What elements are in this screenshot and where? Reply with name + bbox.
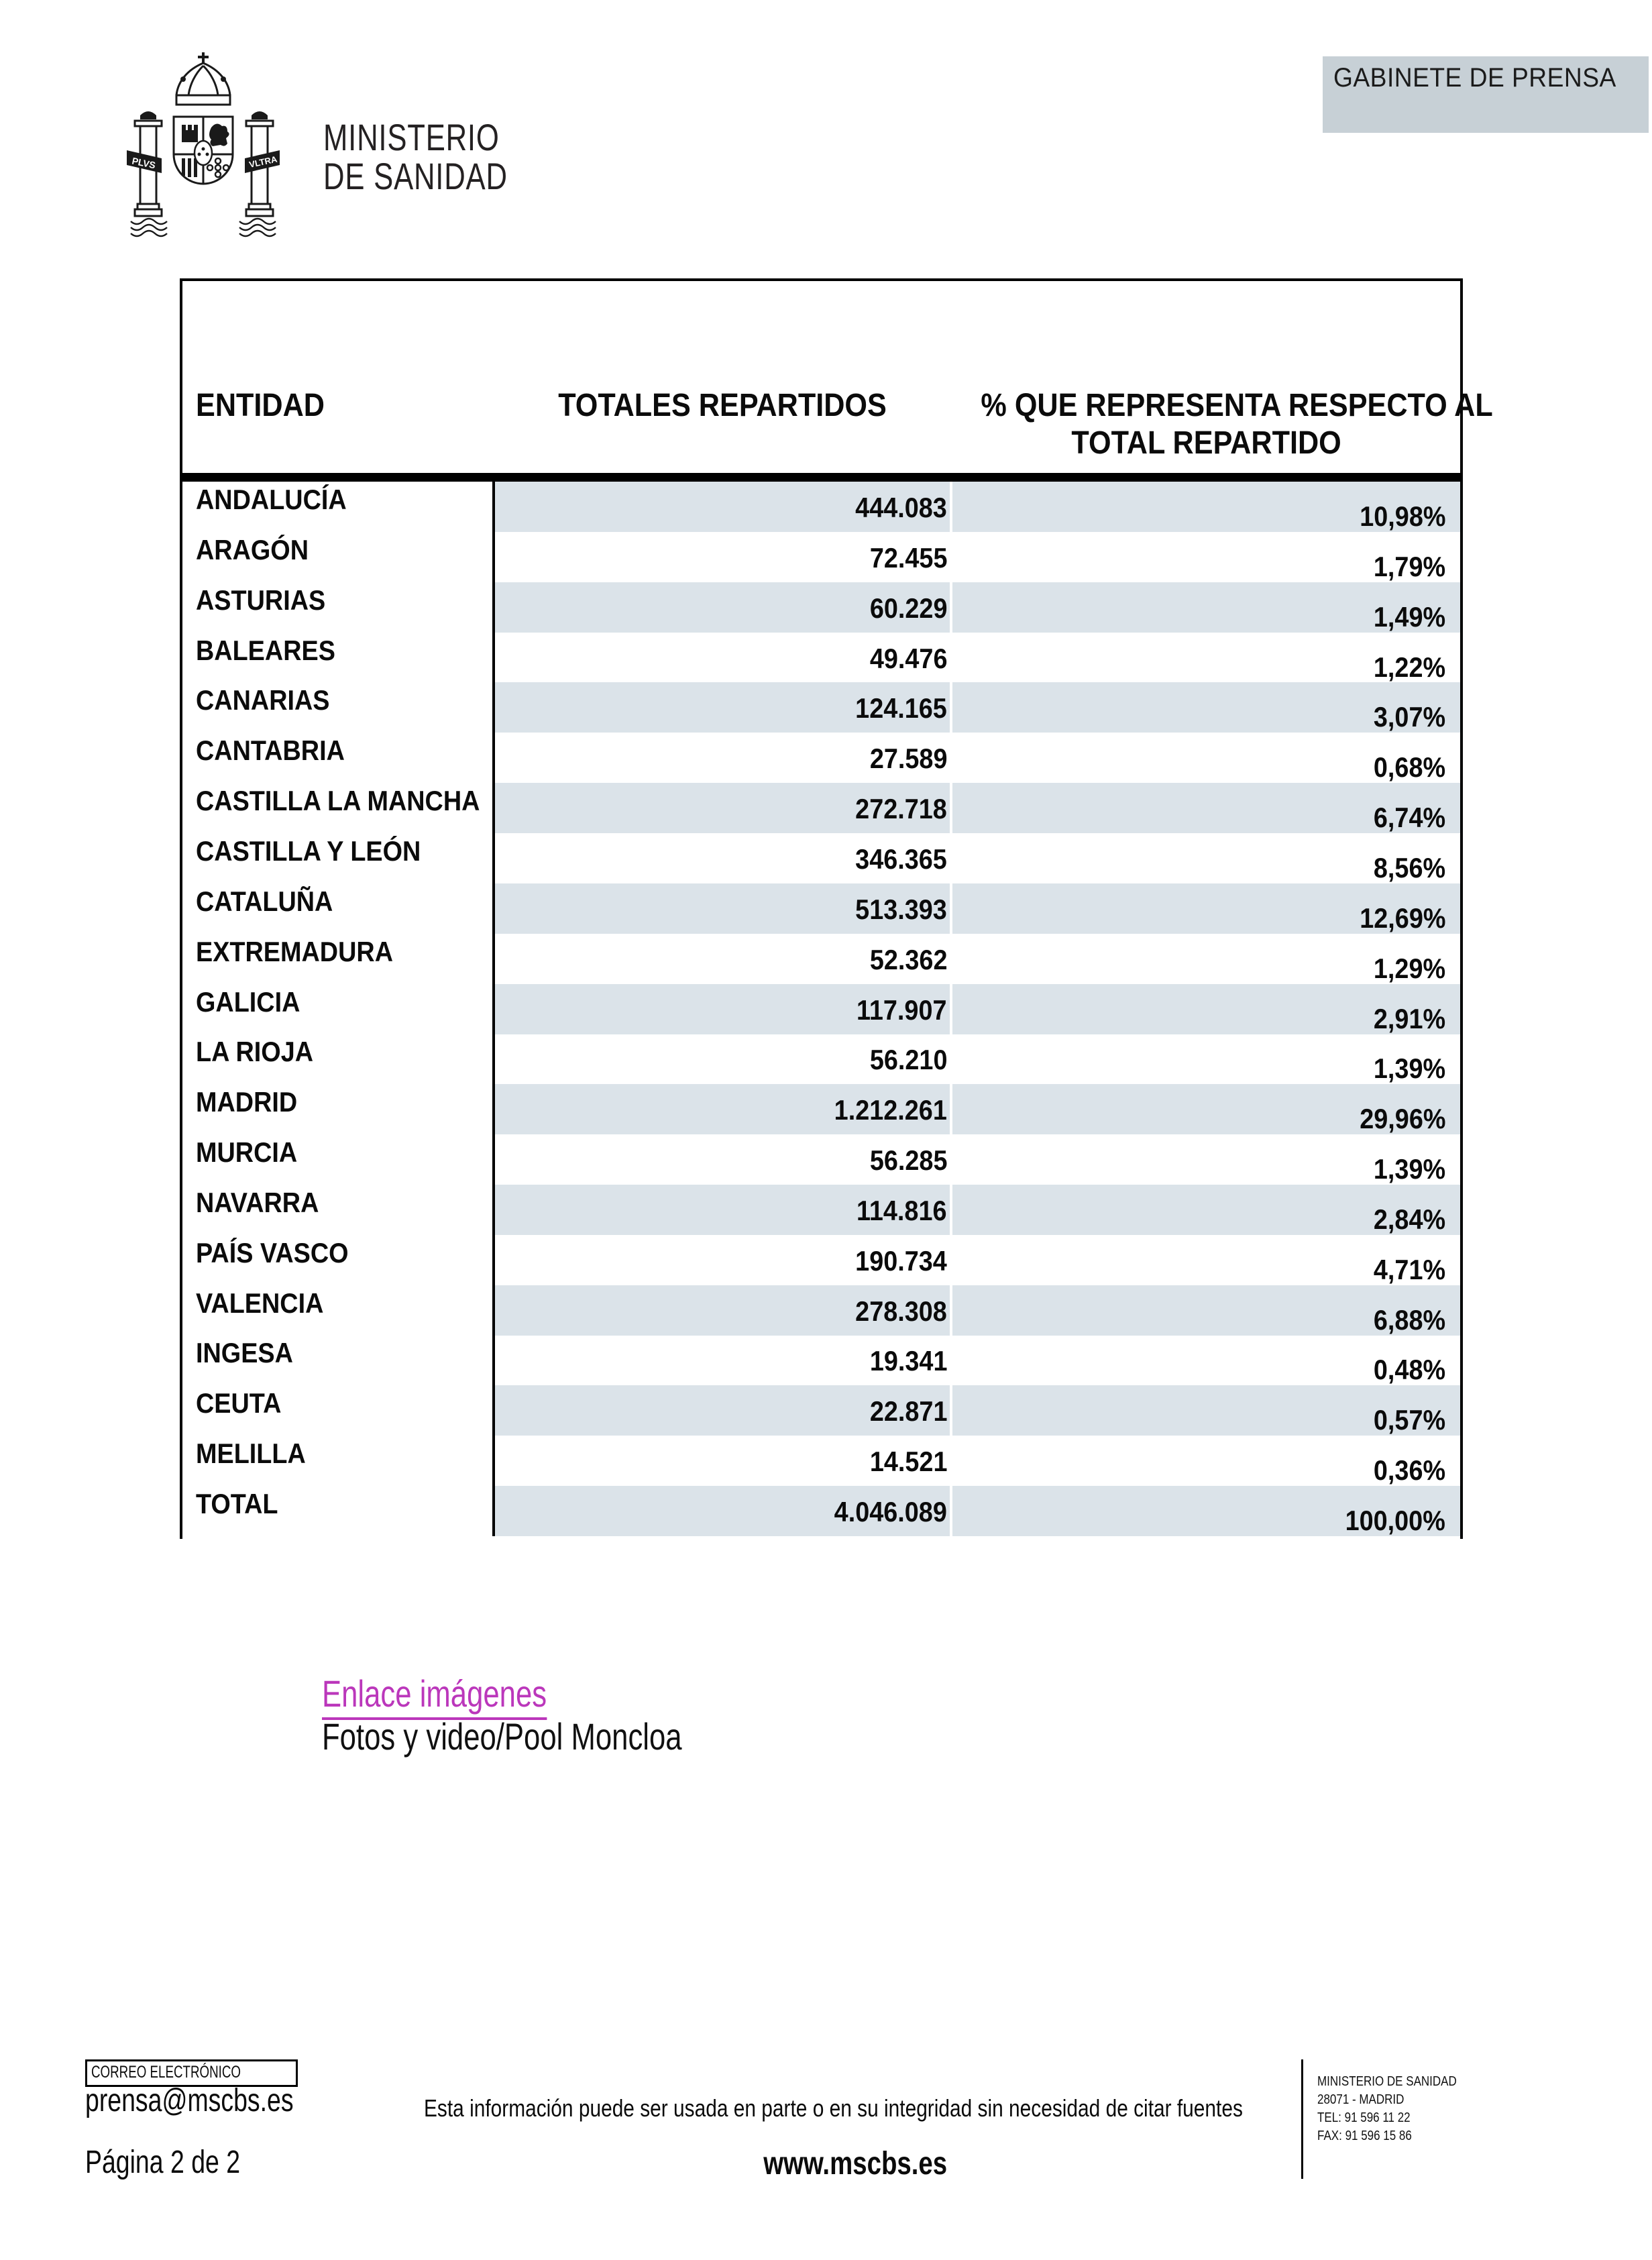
percentage-cell: 100,00% <box>952 1486 1460 1536</box>
total-cell: 27.589 <box>869 743 947 775</box>
ministry-address-block <box>1317 2073 1481 2145</box>
entity-cell: MURCIA <box>196 1136 298 1169</box>
column-header-entity: ENTIDAD <box>196 388 325 423</box>
entity-cell: MADRID <box>196 1086 298 1118</box>
total-cell: 14.521 <box>869 1446 947 1478</box>
percentage-cell: 29,96% <box>952 1084 1460 1134</box>
entity-cell: PAÍS VASCO <box>196 1236 349 1269</box>
table-row <box>182 1285 1460 1336</box>
email-box-label: CORREO ELECTRÓNICO <box>85 2059 298 2087</box>
images-caption: Fotos y video/Pool Moncloa <box>322 1715 682 1758</box>
total-cell: 513.393 <box>495 883 950 934</box>
percentage-cell: 1,29% <box>1373 952 1445 984</box>
total-cell: 190.734 <box>855 1244 947 1277</box>
table-row <box>182 682 1460 733</box>
total-cell: 346.365 <box>855 843 947 875</box>
ministry-wordmark <box>323 118 559 196</box>
total-cell: 72.455 <box>869 541 947 574</box>
percentage-cell: 1,22% <box>1373 651 1445 683</box>
percentage-cell: 0,57% <box>952 1385 1460 1436</box>
page-indicator: Página 2 de 2 <box>85 2145 241 2180</box>
table-row <box>182 1335 1460 1385</box>
table-row <box>182 984 1460 1034</box>
entity-cell: NAVARRA <box>196 1186 319 1218</box>
motto-right-label: VLTRA <box>247 154 278 170</box>
table-row <box>182 1436 1460 1486</box>
press-email: prensa@mscbs.es <box>85 2083 294 2118</box>
press-office-label: GABINETE DE PRENSA <box>1333 63 1616 93</box>
percentage-cell: 2,91% <box>952 984 1460 1034</box>
header-separator-bar <box>182 473 1460 482</box>
percentage-cell: 0,68% <box>1373 751 1445 784</box>
total-cell: 60.229 <box>495 582 950 633</box>
percentage-cell: 12,69% <box>952 883 1460 934</box>
entity-cell: CEUTA <box>196 1387 282 1419</box>
table-row <box>182 1034 1460 1084</box>
website-url: www.mscbs.es <box>763 2146 947 2182</box>
percentage-cell: 1,79% <box>1373 550 1445 582</box>
entity-cell: ASTURIAS <box>196 584 326 616</box>
usage-note: Esta información puede ser usada en parte o en su integridad sin necesidad de citar fuentes <box>424 2094 1243 2122</box>
images-link-wrap <box>322 1672 610 1720</box>
entity-cell: MELILLA <box>196 1438 306 1470</box>
table-row <box>182 934 1460 984</box>
total-cell: 49.476 <box>869 642 947 674</box>
ministry-name-line2: DE SANIDAD <box>323 155 508 197</box>
table-row <box>182 633 1460 683</box>
table-row <box>182 482 1460 532</box>
total-cell: 278.308 <box>495 1285 950 1336</box>
table-row <box>182 883 1460 934</box>
table-row <box>182 1084 1460 1134</box>
total-cell: 124.165 <box>495 682 950 733</box>
table-row <box>182 783 1460 833</box>
percentage-cell: 0,36% <box>1373 1454 1445 1487</box>
address-line: 28071 - MADRID <box>1317 2092 1405 2107</box>
table-row <box>182 1385 1460 1436</box>
total-cell: 117.907 <box>495 984 950 1034</box>
column-header-percentage: % QUE REPRESENTA RESPECTO AL TOTAL REPARTIDO <box>981 388 1493 461</box>
total-cell: 56.210 <box>869 1044 947 1076</box>
entity-cell: CANARIAS <box>196 684 330 716</box>
distribution-table <box>180 278 1493 1539</box>
column-header-totals: TOTALES REPARTIDOS <box>558 388 887 423</box>
percentage-cell: 1,49% <box>952 582 1460 633</box>
total-cell: 22.871 <box>495 1385 950 1436</box>
total-cell: 444.083 <box>495 482 950 532</box>
total-cell: 56.285 <box>869 1144 947 1177</box>
percentage-cell: 6,74% <box>952 783 1460 833</box>
total-cell: 19.341 <box>869 1345 947 1377</box>
entity-cell: TOTAL <box>196 1488 278 1519</box>
table-row <box>182 733 1460 783</box>
percentage-cell: 8,56% <box>1373 851 1445 883</box>
entity-cell: LA RIOJA <box>196 1036 314 1068</box>
table-total-row <box>182 1486 1460 1536</box>
address-line: FAX: 91 596 15 86 <box>1317 2129 1412 2143</box>
percentage-cell: 2,84% <box>952 1185 1460 1235</box>
spain-coat-of-arms-icon <box>117 52 290 248</box>
press-office-banner <box>1323 56 1649 133</box>
percentage-cell: 3,07% <box>952 682 1460 733</box>
total-cell: 114.816 <box>495 1185 950 1235</box>
percentage-cell: 1,39% <box>1373 1053 1445 1085</box>
total-cell: 272.718 <box>495 783 950 833</box>
motto-left-label: PLVS <box>131 155 157 171</box>
entity-cell: CASTILLA Y LEÓN <box>196 835 421 867</box>
entity-cell: BALEARES <box>196 634 335 666</box>
entity-cell: CATALUÑA <box>196 885 333 917</box>
percentage-cell: 4,71% <box>1373 1253 1445 1285</box>
percentage-cell: 6,88% <box>952 1285 1460 1336</box>
entity-cell: INGESA <box>196 1337 293 1369</box>
address-line: MINISTERIO DE SANIDAD <box>1317 2074 1457 2089</box>
table-row <box>182 1185 1460 1235</box>
entity-cell: EXTREMADURA <box>196 935 394 967</box>
percentage-cell: 1,39% <box>1373 1153 1445 1185</box>
table-row <box>182 1134 1460 1185</box>
total-cell: 52.362 <box>869 943 947 975</box>
footer-divider <box>1301 2059 1303 2179</box>
percentage-cell: 10,98% <box>952 482 1460 532</box>
table-row <box>182 1235 1460 1285</box>
entity-cell: VALENCIA <box>196 1287 324 1319</box>
entity-cell: CASTILLA LA MANCHA <box>196 785 480 817</box>
entity-cell: ARAGÓN <box>196 533 309 566</box>
total-cell: 1.212.261 <box>495 1084 950 1134</box>
images-link[interactable]: Enlace imágenes <box>322 1672 547 1720</box>
total-cell: 4.046.089 <box>495 1486 950 1536</box>
ministry-name-line1: MINISTERIO <box>323 116 500 158</box>
table-row <box>182 532 1460 582</box>
table-row <box>182 833 1460 883</box>
address-line: TEL: 91 596 11 22 <box>1317 2110 1411 2125</box>
entity-cell: GALICIA <box>196 985 300 1018</box>
percentage-cell: 0,48% <box>1373 1354 1445 1386</box>
entity-cell: ANDALUCÍA <box>196 484 347 515</box>
table-row <box>182 582 1460 633</box>
entity-cell: CANTABRIA <box>196 735 345 767</box>
